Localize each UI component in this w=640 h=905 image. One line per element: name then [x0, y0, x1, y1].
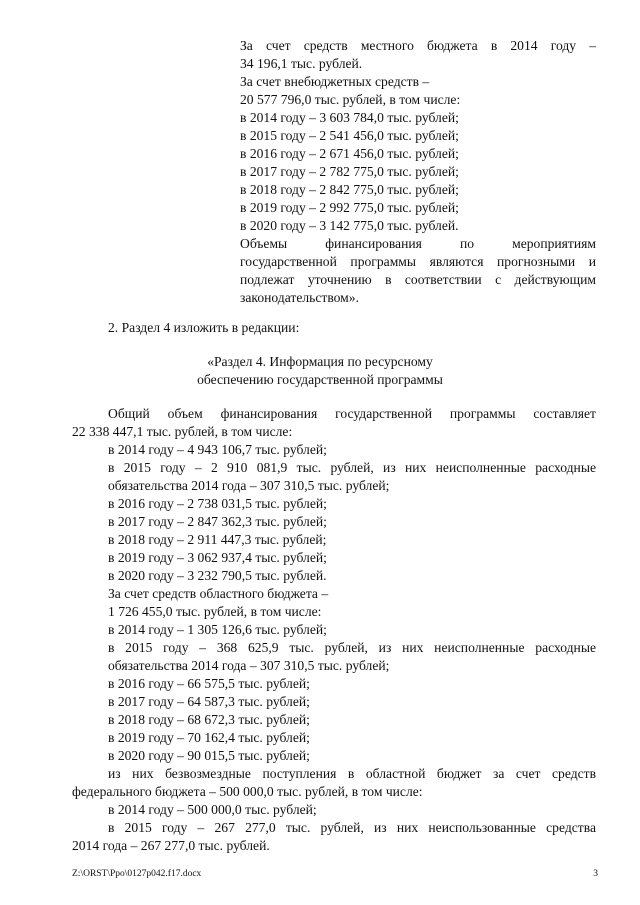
text-line: За счет средств областного бюджета – [108, 586, 329, 601]
text-line: в 2016 году – 66 575,5 тыс. рублей; [108, 676, 310, 691]
text-line: обязательства 2014 года – 307 310,5 тыс. рублей; [108, 658, 390, 673]
text-line: в 2014 году – 1 305 126,6 тыс. рублей; [108, 622, 327, 637]
text-line: в 2015 году – 2 541 456,0 тыс. рублей; [240, 128, 459, 143]
text-line: в 2020 году – 90 015,5 тыс. рублей; [108, 748, 310, 763]
text-line: в 2015 году – 267 277,0 тыс. рублей, из них неиспользованные средства [108, 820, 596, 835]
text-line: в 2014 году – 4 943 106,7 тыс. рублей; [108, 442, 327, 457]
text-line: в 2014 году – 500 000,0 тыс. рублей; [108, 802, 317, 817]
text-line: 2014 года – 267 277,0 тыс. рублей. [72, 838, 270, 853]
text-line: государственной программы являются прогнозными и [240, 254, 596, 269]
text-line: в 2019 году – 70 162,4 тыс. рублей; [108, 730, 310, 745]
text-line: в 2017 году – 64 587,3 тыс. рублей; [108, 694, 310, 709]
text-line: федерального бюджета – 500 000,0 тыс. рублей, в том числе: [72, 784, 423, 799]
text-line: в 2015 году – 368 625,9 тыс. рублей, из них неисполненные расходные [108, 640, 596, 655]
text-line: 22 338 447,1 тыс. рублей, в том числе: [72, 424, 293, 439]
text-line: в 2019 году – 2 992 775,0 тыс. рублей; [240, 200, 459, 215]
text-line: в 2018 году – 2 911 447,3 тыс. рублей; [108, 532, 327, 547]
text-line: законодательством». [240, 290, 359, 305]
section-title: «Раздел 4. Информация по ресурсному [207, 354, 433, 369]
text-line: в 2018 году – 68 672,3 тыс. рублей; [108, 712, 310, 727]
list-item-heading: 2. Раздел 4 изложить в редакции: [108, 320, 300, 335]
text-line: 34 196,1 тыс. рублей. [240, 56, 363, 71]
text-line: За счет средств местного бюджета в 2014 году – [240, 38, 596, 53]
text-line: обязательства 2014 года – 307 310,5 тыс. рублей; [108, 478, 390, 493]
text-line: в 2020 году – 3 232 790,5 тыс. рублей. [108, 568, 327, 583]
footer-file-path: Z:\ORST\Ppo\0127p042.f17.docx [72, 869, 202, 879]
section-title: обеспечению государственной программы [197, 372, 443, 387]
text-line: Общий объем финансирования государственной программы составляет [108, 406, 596, 421]
text-line: За счет внебюджетных средств – [240, 74, 430, 89]
text-line: в 2015 году – 2 910 081,9 тыс. рублей, из них неисполненные расходные [108, 460, 596, 475]
text-line: в 2016 году – 2 738 031,5 тыс. рублей; [108, 496, 327, 511]
text-line: в 2017 году – 2 847 362,3 тыс. рублей; [108, 514, 327, 529]
text-line: подлежат уточнению в соответствии с действующим [240, 272, 596, 287]
text-line: Объемы финансирования по мероприятиям [240, 236, 596, 251]
text-line: в 2017 году – 2 782 775,0 тыс. рублей; [240, 164, 459, 179]
text-line: 20 577 796,0 тыс. рублей, в том числе: [240, 92, 461, 107]
text-line: в 2014 году – 3 603 784,0 тыс. рублей; [240, 110, 459, 125]
text-line: 1 726 455,0 тыс. рублей, в том числе: [108, 604, 322, 619]
text-line: в 2020 году – 3 142 775,0 тыс. рублей. [240, 218, 459, 233]
page-number: 3 [593, 869, 598, 879]
text-line: в 2016 году – 2 671 456,0 тыс. рублей; [240, 146, 459, 161]
text-line: в 2018 году – 2 842 775,0 тыс. рублей; [240, 182, 459, 197]
text-line: в 2019 году – 3 062 937,4 тыс. рублей; [108, 550, 327, 565]
text-line: из них безвозмездные поступления в областной бюджет за счет средств [108, 766, 596, 781]
